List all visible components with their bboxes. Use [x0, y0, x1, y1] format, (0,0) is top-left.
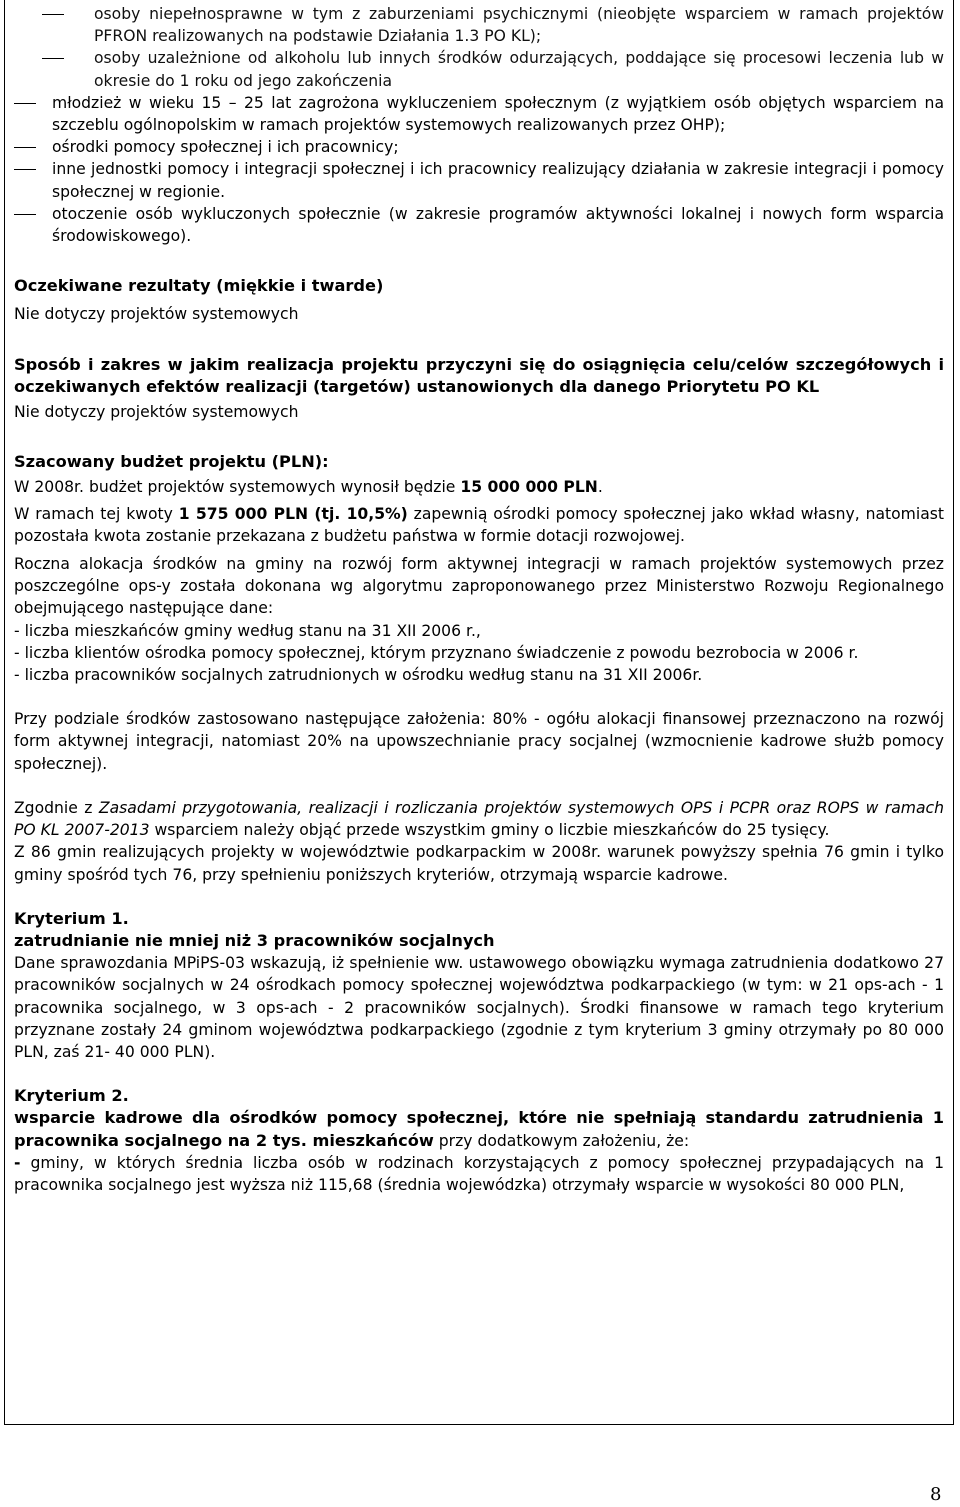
list-item: inne jednostki pomocy i integracji społecznej i ich pracownicy realizujący działania w zakresie integracji i pomocy społecznej w regionie. [14, 158, 944, 202]
page-number: 8 [930, 1484, 942, 1505]
split-paragraph: Przy podziale środków zastosowano następujące założenia: 80% - ogółu alokacji finansowej przeznaczono na rozwój form aktywnej integracji, natomiast 20% na upowszechnianie pracy socjalnej (wzmocnienie kadrowe służb pomocy społecznej). [14, 710, 944, 773]
document-body [14, 3, 944, 1196]
criterion-1-label: Kryterium 1. [14, 908, 129, 928]
method-heading: Sposób i zakres w jakim realizacja projektu przyczyni się do osiągnięcia celu/celów szczegółowych i oczekiwanych efektów realizacji (targetów) ustanowionych dla danego Priorytetu PO KL [14, 354, 944, 396]
list-item: ośrodki pomocy społecznej i ich pracownicy; [14, 136, 944, 158]
dash-bullet [14, 147, 36, 148]
dash-bullet [42, 58, 64, 59]
criterion-1-title: zatrudnianie nie mniej niż 3 pracowników socjalnych [14, 930, 495, 950]
list-item: otoczenie osób wykluczonych społecznie (w zakresie programów aktywności lokalnej i nowych form wsparcia środowiskowego). [14, 203, 944, 247]
criteria-item: - liczba klientów ośrodka pomocy społecznej, którym przyznano świadczenie z powodu bezrobocia w 2006 r. [14, 643, 859, 662]
budget-line-2: W ramach tej kwoty 1 575 000 PLN (tj. 10,5%) zapewnią ośrodki pomocy społecznej jako wkład własny, natomiast pozostała kwota zostanie przekazana z budżetu państwa w formie dotacji rozwojowej. [14, 504, 944, 545]
criterion-1-text: Dane sprawozdania MPiPS-03 wskazują, iż spełnienie ww. ustawowego obowiązku wymaga zatrudnienia dodatkowo 27 pracowników socjalnych w 24 ośrodkach pomocy społecznej województwa podkarpackiego (w tym: w 21 ops-ach - 1 pracownika socjalnego, w 3 ops-ach - 2 pracowników socjalnych). Środki finansowe w ramach tego kryterium przyznane zostały 24 gminom województwa podkarpackiego (zgodnie z tym kryterium 3 gminy otrzymały po 80 000 PLN, zaś 21- 40 000 PLN). [14, 954, 944, 1061]
budget-line-1: W 2008r. budżet projektów systemowych wynosił będzie 15 000 000 PLN. [14, 478, 603, 497]
method-text: Nie dotyczy projektów systemowych [14, 403, 299, 422]
list-item: osoby niepełnosprawne w tym z zaburzeniami psychicznymi (nieobjęte wsparciem w ramach projektów PFRON realizowanych na podstawie Działania 1.3 PO KL); [14, 3, 944, 47]
dash-bullet [14, 103, 36, 104]
criterion-2-item: - gminy, w których średnia liczba osób w rodzinach korzystających z pomocy społecznej przypadających na 1 pracownika socjalnego jest wyższa niż 115,68 (średnia wojewódzka) otrzymały wsparcie w wysokości 80 000 PLN, [14, 1153, 944, 1194]
criteria-item: - liczba pracowników socjalnych zatrudnionych w ośrodku według stanu na 31 XII 2006r. [14, 666, 703, 685]
list-item: młodzież w wieku 15 – 25 lat zagrożona wykluczeniem społecznym (z wyjątkiem osób objętych wsparciem na szczeblu ogólnopolskim w ramach projektów systemowych realizowanych przez OHP); [14, 92, 944, 136]
dash-bullet [14, 214, 36, 215]
dash-bullet [42, 14, 64, 15]
budget-heading: Szacowany budżet projektu (PLN): [14, 452, 329, 472]
list-item: osoby uzależnione od alkoholu lub innych środków odurzających, poddające się procesowi leczenia lub w okresie do 1 roku od jego zakończenia [14, 47, 944, 91]
gminy-paragraph: Z 86 gmin realizujących projekty w województwie podkarpackim w 2008r. warunek powyższy spełnia 76 gmin i tylko gminy spośród tych 76, przy spełnieniu poniższych kryteriów, otrzymają wsparcie kadrowe. [14, 843, 944, 884]
rules-paragraph: Zgodnie z Zasadami przygotowania, realizacji i rozliczania projektów systemowych OPS i PCPR oraz ROPS w ramach PO KL 2007-2013 wsparciem należy objąć przede wszystkim gminy o liczbie mieszkańców do 25 tysięcy. [14, 798, 944, 840]
criterion-2-title: wsparcie kadrowe dla ośrodków pomocy społecznej, które nie spełniają standardu zatrudnienia 1 pracownika socjalnego na 2 tys. mieszkańców przy dodatkowym założeniu, że: [14, 1108, 944, 1150]
criterion-2-label: Kryterium 2. [14, 1086, 129, 1106]
criteria-item: - liczba mieszkańców gminy według stanu na 31 XII 2006 r., [14, 621, 481, 640]
dash-bullet [14, 169, 36, 170]
results-text: Nie dotyczy projektów systemowych [14, 305, 299, 324]
allocation-paragraph: Roczna alokacja środków na gminy na rozwój form aktywnej integracji w ramach projektów systemowych przez poszczególne ops-y została dokonana wg algorytmu zaproponowanego przez Ministerstwo Rozwoju Regionalnego obejmującego następujące dane: [14, 555, 944, 618]
results-heading: Oczekiwane rezultaty (miękkie i twarde) [14, 276, 384, 296]
